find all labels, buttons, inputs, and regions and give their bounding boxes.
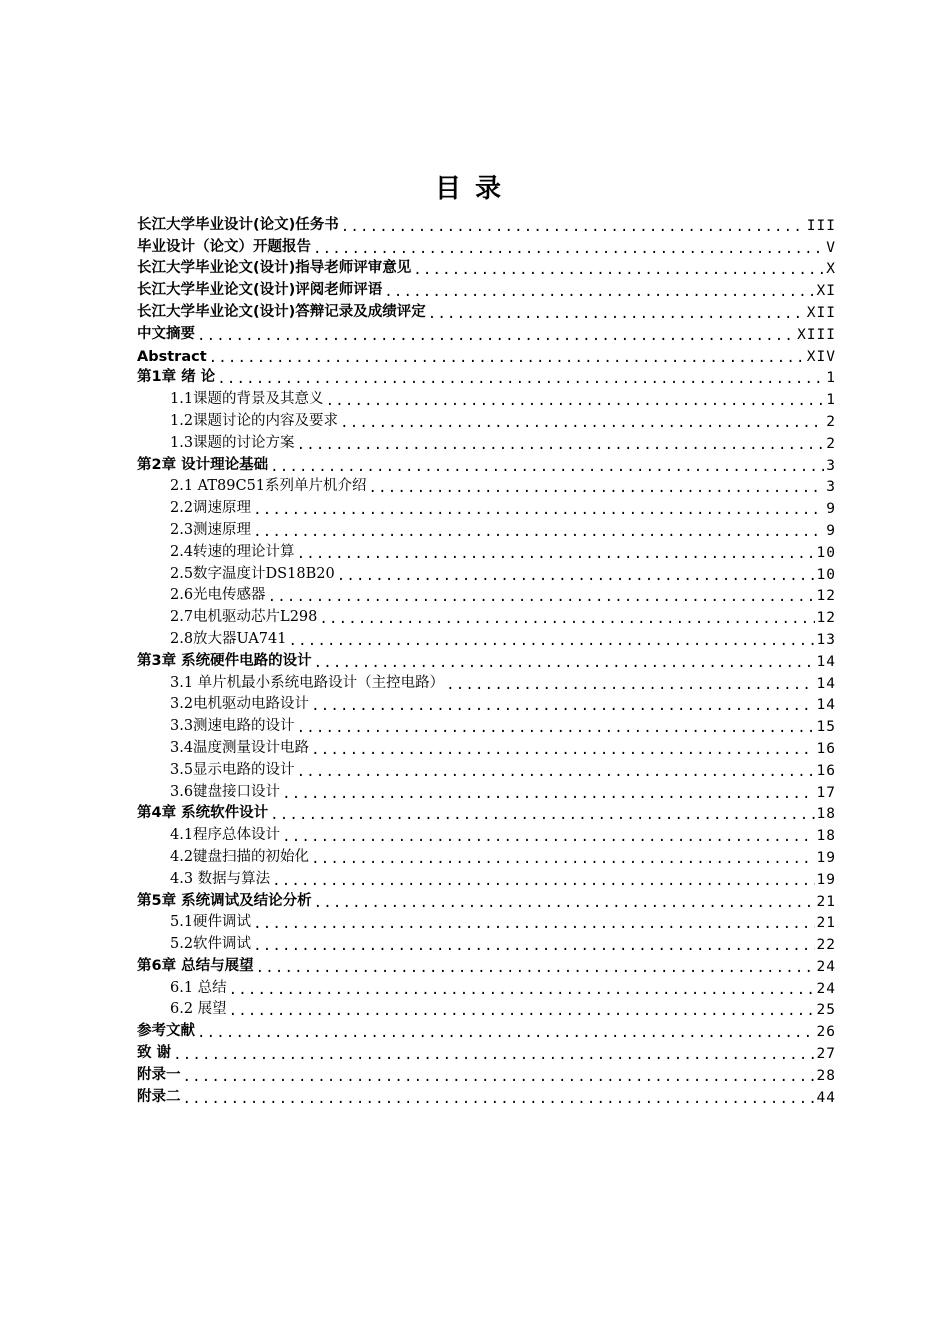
- toc-entry-page-number: 24: [816, 958, 836, 975]
- toc-leader-dots: [311, 852, 814, 866]
- toc-entry-title: 附录一: [137, 1066, 181, 1083]
- toc-entry[interactable]: [137, 430, 836, 452]
- toc-entry-title: 2.7电机驱动芯片L298: [170, 609, 318, 626]
- toc-entry[interactable]: [137, 343, 836, 365]
- toc-entry[interactable]: [137, 583, 836, 605]
- toc-entry[interactable]: [137, 866, 836, 888]
- toc-leader-dots: [314, 896, 815, 910]
- toc-entry-page-number: 10: [816, 566, 836, 583]
- toc-entry-title: 5.2软件调试: [170, 936, 252, 953]
- toc-entry-title: 2.4转速的理论计算: [170, 543, 295, 560]
- toc-entry-page-number: 14: [816, 675, 836, 692]
- toc-leader-dots: [413, 263, 824, 277]
- toc-entry-page-number: 1: [826, 392, 836, 409]
- toc-leader-dots: [340, 416, 824, 430]
- toc-entry-title: Abstract: [137, 348, 207, 365]
- toc-entry-page-number: 12: [816, 588, 836, 605]
- toc-entry-page-number: 14: [816, 653, 836, 670]
- toc-entry-title: 3.2电机驱动电路设计: [170, 696, 310, 713]
- toc-entry-title: 中文摘要: [137, 325, 195, 342]
- toc-entry-title: 长江大学毕业论文(设计)评阅老师评语: [137, 282, 383, 299]
- toc-entry-page-number: 17: [816, 784, 836, 801]
- toc-entry[interactable]: [137, 474, 836, 496]
- toc-leader-dots: [270, 460, 824, 474]
- toc-entry[interactable]: [137, 212, 836, 234]
- toc-leader-dots: [297, 547, 815, 561]
- toc-leader-dots: [253, 525, 824, 539]
- toc-entry[interactable]: [137, 517, 836, 539]
- toc-entry-page-number: 3: [826, 479, 836, 496]
- toc-leader-dots: [268, 590, 815, 604]
- toc-entry[interactable]: [137, 931, 836, 953]
- toc-entry-title: 3.4温度测量设计电路: [170, 739, 310, 756]
- toc-entry-title: 3.6键盘接口设计: [170, 783, 281, 800]
- toc-entry-title: 1.2课题讨论的内容及要求: [170, 412, 339, 429]
- toc-entry-page-number: XIV: [806, 348, 836, 365]
- toc-entry[interactable]: [137, 495, 836, 517]
- toc-entry[interactable]: [137, 1084, 836, 1106]
- toc-leader-dots: [229, 1004, 815, 1018]
- toc-entry-page-number: 18: [816, 806, 836, 823]
- toc-entry-title: 3.5显示电路的设计: [170, 761, 295, 778]
- toc-entry[interactable]: [137, 452, 836, 474]
- toc-leader-dots: [313, 242, 824, 256]
- toc-entry[interactable]: [137, 692, 836, 714]
- toc-entry-title: 第1章 绪 论: [137, 369, 216, 386]
- toc-entry[interactable]: [137, 626, 836, 648]
- toc-leader-dots: [209, 351, 805, 365]
- toc-entry-title: 第6章 总结与展望: [137, 957, 254, 974]
- toc-entry-title: 长江大学毕业论文(设计)指导老师评审意见: [137, 260, 412, 277]
- toc-leader-dots: [229, 983, 815, 997]
- toc-entry[interactable]: [137, 997, 836, 1019]
- toc-entry-title: 3.3测速电路的设计: [170, 718, 295, 735]
- toc-entry-title: 5.1硬件调试: [170, 914, 252, 931]
- toc-entry-page-number: 1: [826, 370, 836, 387]
- toc-entry-title: 1.1课题的背景及其意义: [170, 391, 324, 408]
- toc-entry-page-number: XIII: [797, 326, 836, 343]
- toc-entry-title: 4.2键盘扫描的初始化: [170, 848, 310, 865]
- toc-entry-title: 长江大学毕业设计(论文)任务书: [137, 216, 339, 233]
- toc-entry[interactable]: [137, 735, 836, 757]
- toc-entry-title: 6.2 展望: [170, 1001, 227, 1018]
- toc-entry[interactable]: [137, 408, 836, 430]
- toc-entry-page-number: XII: [806, 304, 836, 321]
- toc-entry-title: 4.3 数据与算法: [170, 870, 271, 887]
- toc-entry-page-number: X: [826, 261, 836, 278]
- toc-leader-dots: [173, 1048, 814, 1062]
- toc-entry-title: 毕业设计（论文）开题报告: [137, 238, 311, 255]
- toc-entry-page-number: XI: [816, 283, 836, 300]
- toc-entry-page-number: 19: [816, 849, 836, 866]
- toc-entry[interactable]: [137, 713, 836, 735]
- toc-entry[interactable]: [137, 844, 836, 866]
- toc-leader-dots: [314, 656, 815, 670]
- toc-leader-dots: [297, 438, 825, 452]
- toc-leader-dots: [253, 503, 824, 517]
- toc-entry-title: 2.5数字温度计DS18B20: [170, 565, 335, 582]
- toc-entry-page-number: 19: [816, 871, 836, 888]
- toc-entry[interactable]: [137, 539, 836, 561]
- toc-leader-dots: [183, 1070, 815, 1084]
- toc-leader-dots: [446, 678, 814, 692]
- toc-entry[interactable]: [137, 299, 836, 321]
- toc-entry[interactable]: [137, 1018, 836, 1040]
- toc-entry[interactable]: [137, 670, 836, 692]
- toc-entry[interactable]: [137, 561, 836, 583]
- toc-entry[interactable]: [137, 604, 836, 626]
- toc-entry-page-number: 15: [816, 719, 836, 736]
- toc-entry[interactable]: [137, 365, 836, 387]
- toc-entry-page-number: 9: [826, 522, 836, 539]
- toc-entry-title: 2.8放大器UA741: [170, 630, 287, 647]
- toc-leader-dots: [197, 1026, 815, 1040]
- toc-entry-title: 2.6光电传感器: [170, 587, 266, 604]
- toc-leader-dots: [384, 285, 814, 299]
- toc-leader-dots: [326, 394, 825, 408]
- toc-entry-title: 第2章 设计理论基础: [137, 456, 269, 473]
- toc-entry-page-number: 27: [816, 1046, 836, 1063]
- toc-entry-title: 1.3课题的讨论方案: [170, 434, 295, 451]
- toc-entry-title: 第4章 系统软件设计: [137, 805, 269, 822]
- toc-entry[interactable]: [137, 234, 836, 256]
- toc-entry-page-number: 2: [826, 413, 836, 430]
- toc-entry-title: 2.1 AT89C51系列单片机介绍: [170, 478, 367, 495]
- toc-entry-page-number: 22: [816, 937, 836, 954]
- toc-entry-page-number: III: [806, 217, 836, 234]
- table-of-contents: [137, 212, 836, 1106]
- toc-entry[interactable]: [137, 386, 836, 408]
- toc-entry[interactable]: [137, 256, 836, 278]
- toc-entry-page-number: 10: [816, 544, 836, 561]
- toc-leader-dots: [288, 634, 814, 648]
- toc-entry-page-number: 3: [826, 457, 836, 474]
- toc-leader-dots: [183, 1092, 815, 1106]
- toc-entry[interactable]: [137, 1040, 836, 1062]
- toc-title: 目录: [434, 174, 515, 204]
- toc-entry-title: 2.2调速原理: [170, 500, 252, 517]
- toc-entry-title: 2.3测速原理: [170, 521, 252, 538]
- toc-leader-dots: [282, 787, 814, 801]
- toc-entry-page-number: 28: [816, 1067, 836, 1084]
- toc-entry-page-number: 13: [816, 631, 836, 648]
- toc-entry[interactable]: [137, 277, 836, 299]
- toc-leader-dots: [270, 808, 814, 822]
- toc-entry-title: 长江大学毕业论文(设计)答辩记录及成绩评定: [137, 303, 426, 320]
- toc-entry[interactable]: [137, 321, 836, 343]
- toc-entry-page-number: V: [826, 239, 836, 256]
- toc-leader-dots: [341, 220, 805, 234]
- toc-entry[interactable]: [137, 648, 836, 670]
- toc-leader-dots: [197, 329, 795, 343]
- toc-entry-page-number: 14: [816, 697, 836, 714]
- toc-leader-dots: [282, 830, 814, 844]
- toc-entry-title: 参考文献: [137, 1023, 195, 1040]
- toc-entry-page-number: 26: [816, 1024, 836, 1041]
- toc-leader-dots: [297, 765, 815, 779]
- toc-entry-page-number: 2: [826, 435, 836, 452]
- toc-leader-dots: [272, 874, 814, 888]
- toc-leader-dots: [256, 961, 815, 975]
- toc-entry-page-number: 12: [816, 610, 836, 627]
- toc-entry-title: 4.1程序总体设计: [170, 827, 281, 844]
- toc-entry-page-number: 44: [816, 1089, 836, 1106]
- toc-entry-title: 3.1 单片机最小系统电路设计（主控电路）: [170, 674, 445, 691]
- toc-entry-title: 附录二: [137, 1088, 181, 1105]
- toc-leader-dots: [311, 743, 814, 757]
- toc-leader-dots: [311, 699, 814, 713]
- toc-entry[interactable]: [137, 975, 836, 997]
- toc-leader-dots: [369, 481, 825, 495]
- toc-leader-dots: [253, 917, 814, 931]
- toc-entry[interactable]: [137, 757, 836, 779]
- toc-leader-dots: [428, 307, 805, 321]
- toc-entry[interactable]: [137, 822, 836, 844]
- toc-leader-dots: [217, 372, 824, 386]
- toc-entry-page-number: 24: [816, 980, 836, 997]
- toc-entry-page-number: 9: [826, 501, 836, 518]
- toc-leader-dots: [319, 612, 814, 626]
- toc-entry[interactable]: [137, 779, 836, 801]
- toc-entry-title: 第5章 系统调试及结论分析: [137, 892, 312, 909]
- toc-entry[interactable]: [137, 1062, 836, 1084]
- toc-entry-title: 6.1 总结: [170, 979, 227, 996]
- toc-leader-dots: [337, 569, 815, 583]
- toc-entry[interactable]: [137, 953, 836, 975]
- toc-entry-page-number: 16: [816, 740, 836, 757]
- toc-entry-page-number: 21: [816, 915, 836, 932]
- toc-entry-page-number: 18: [816, 828, 836, 845]
- toc-entry-title: 致 谢: [137, 1045, 172, 1062]
- toc-entry[interactable]: [137, 801, 836, 823]
- toc-entry[interactable]: [137, 888, 836, 910]
- toc-entry[interactable]: [137, 910, 836, 932]
- toc-entry-title: 第3章 系统硬件电路的设计: [137, 652, 312, 669]
- toc-entry-page-number: 25: [816, 1002, 836, 1019]
- toc-entry-page-number: 16: [816, 762, 836, 779]
- toc-leader-dots: [253, 939, 814, 953]
- toc-entry-page-number: 21: [816, 893, 836, 910]
- toc-leader-dots: [297, 721, 815, 735]
